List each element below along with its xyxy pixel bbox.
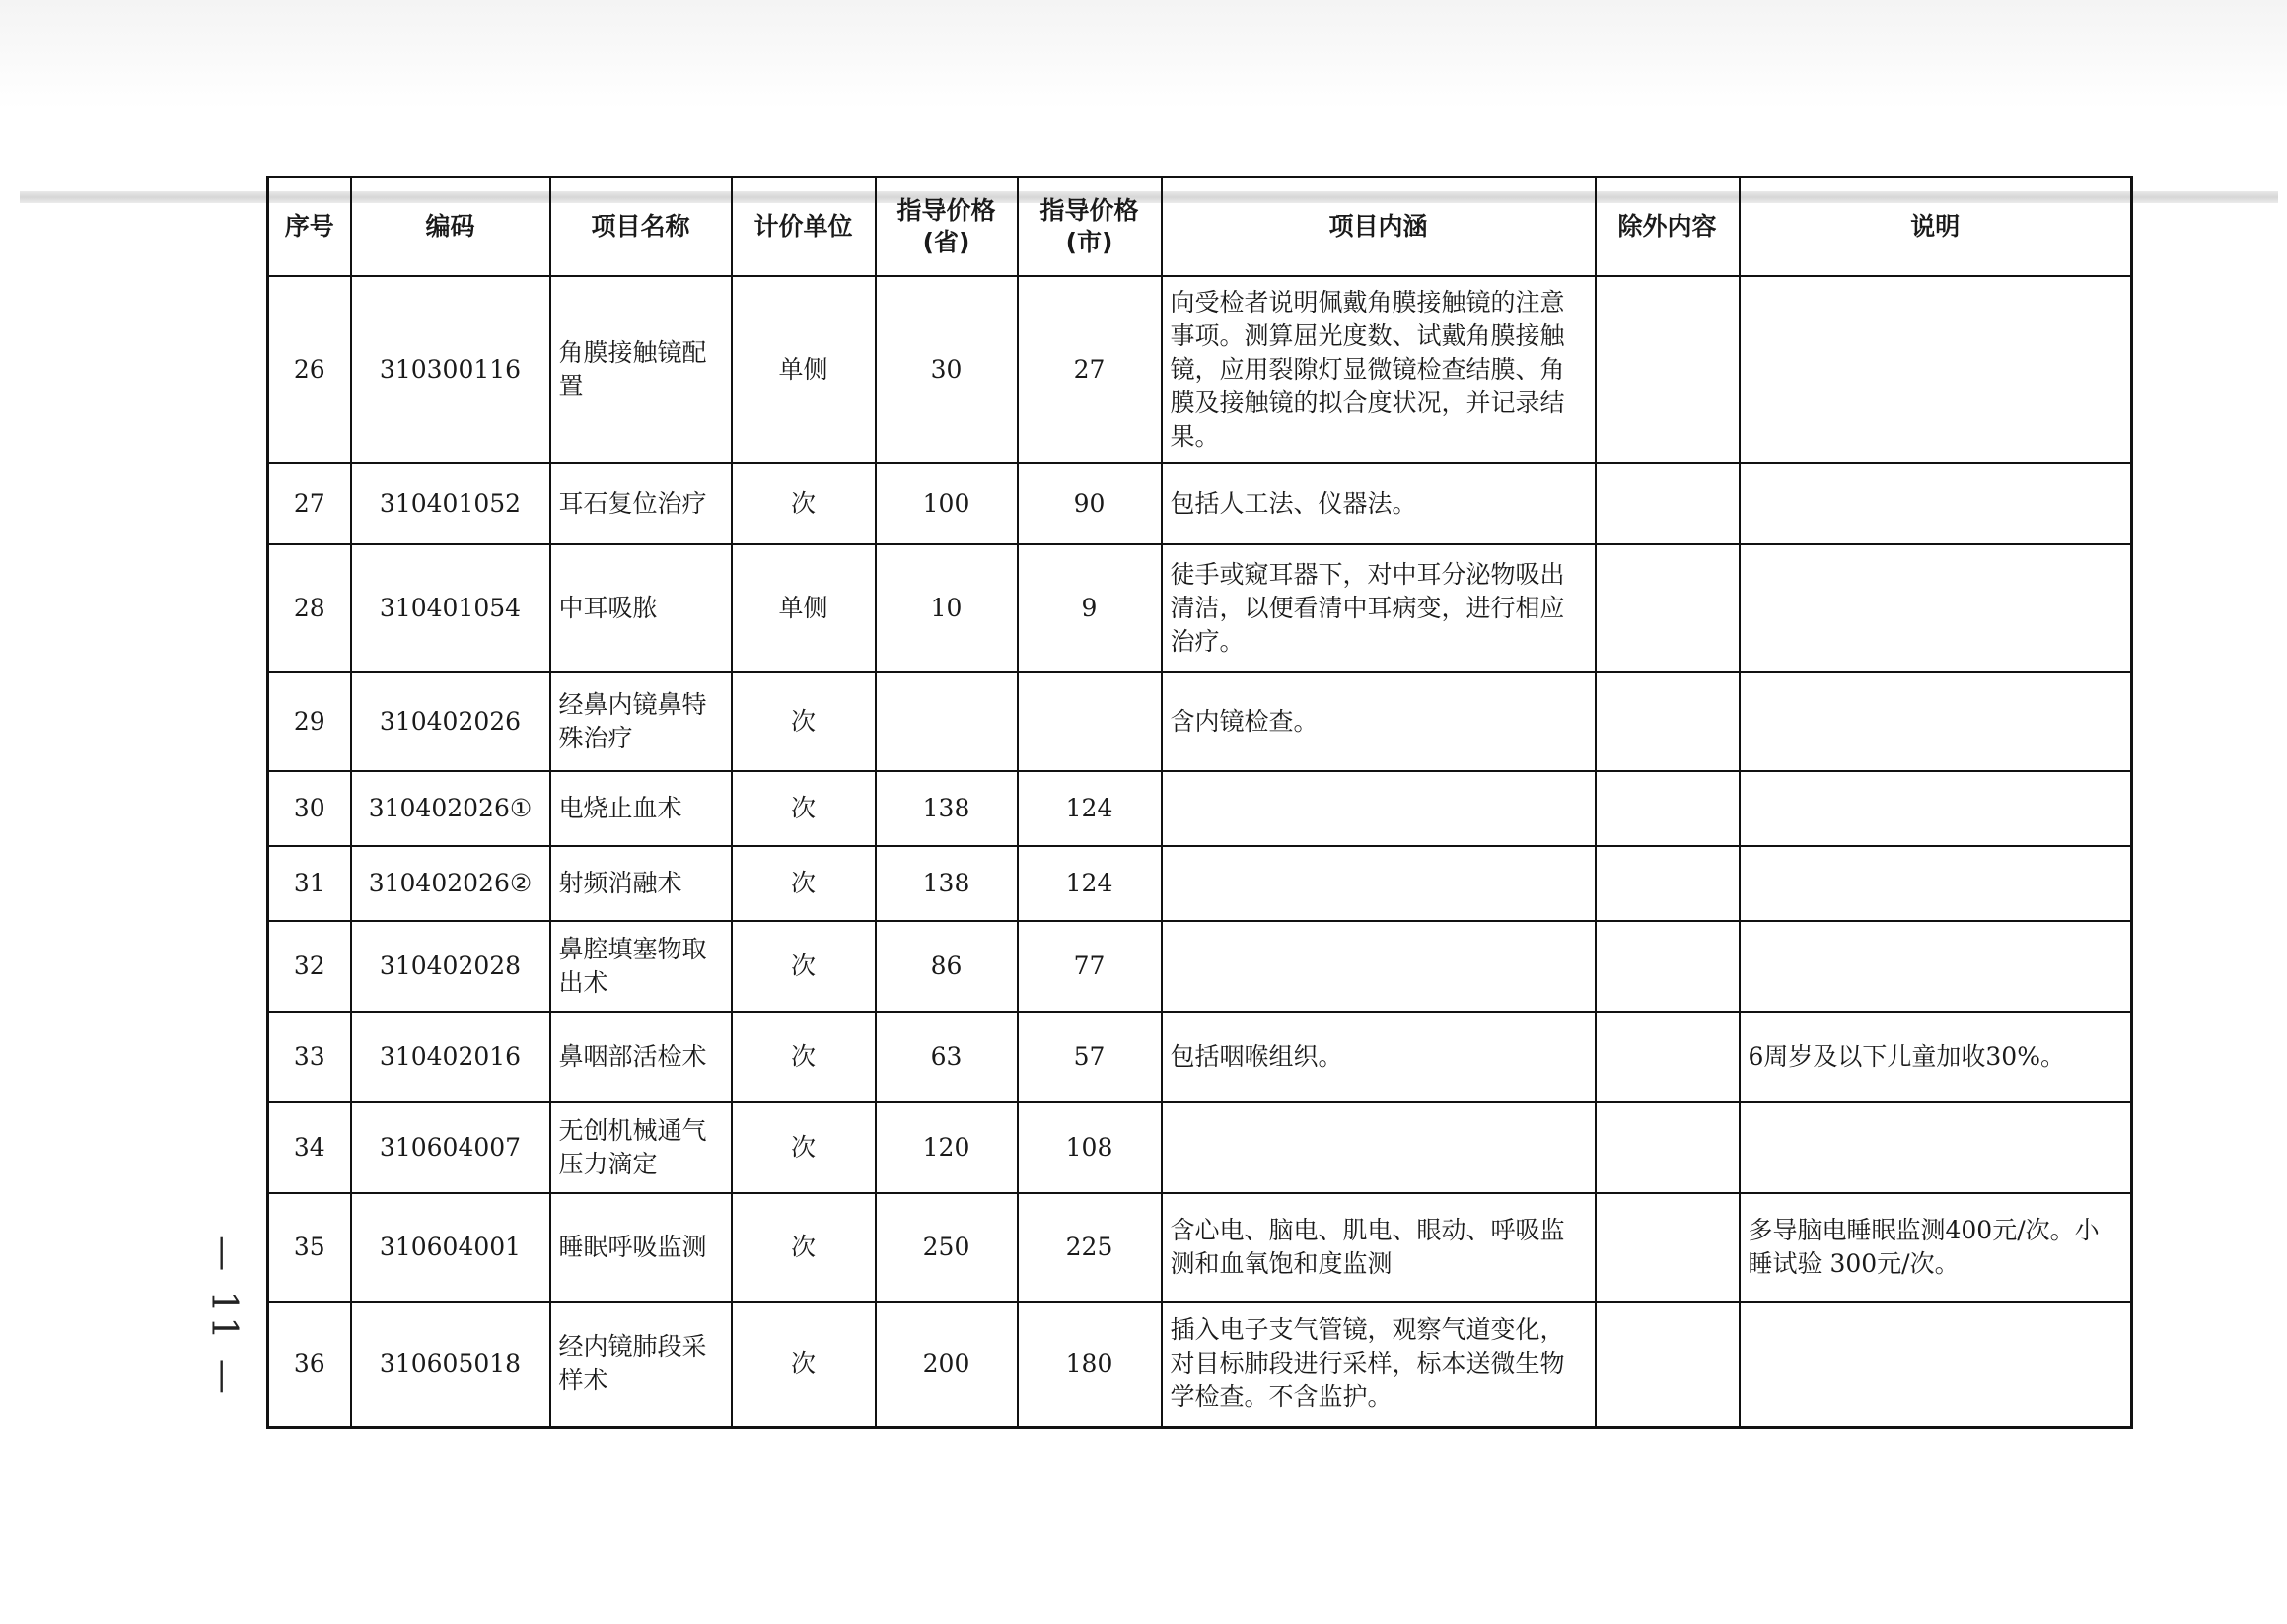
- table-row: [268, 1102, 2132, 1193]
- cell-name: 经内镜肺段采样术: [550, 1302, 732, 1428]
- cell-name: 耳石复位治疗: [550, 463, 732, 544]
- cell-seq: 29: [268, 672, 351, 771]
- cell-unit: 单侧: [732, 544, 876, 672]
- cell-name: 鼻咽部活检术: [550, 1012, 732, 1102]
- cell-excluded: [1596, 846, 1740, 921]
- cell-notes: [1740, 544, 2132, 672]
- cell-notes: 6周岁及以下儿童加收30%。: [1740, 1012, 2132, 1102]
- cell-content: 含内镜检查。: [1162, 672, 1596, 771]
- header-price-city: [1018, 177, 1162, 276]
- header-name: 项目名称: [550, 177, 732, 276]
- cell-excluded: [1596, 672, 1740, 771]
- cell-seq: 30: [268, 771, 351, 846]
- header-price-city-line2: (市): [1065, 227, 1113, 256]
- cell-excluded: [1596, 544, 1740, 672]
- cell-excluded: [1596, 921, 1740, 1012]
- cell-excluded: [1596, 771, 1740, 846]
- cell-excluded: [1596, 276, 1740, 463]
- cell-name: 角膜接触镜配置: [550, 276, 732, 463]
- header-price-province: [876, 177, 1018, 276]
- cell-price-province: 100: [876, 463, 1018, 544]
- cell-notes: [1740, 1102, 2132, 1193]
- price-table: [266, 176, 2133, 1429]
- header-excluded: 除外内容: [1596, 177, 1740, 276]
- cell-price-city: 27: [1018, 276, 1162, 463]
- cell-code: 310402016: [351, 1012, 550, 1102]
- table-row: [268, 1193, 2132, 1302]
- cell-seq: 35: [268, 1193, 351, 1302]
- cell-code: 310402028: [351, 921, 550, 1012]
- cell-price-city: [1018, 672, 1162, 771]
- cell-content: 包括咽喉组织。: [1162, 1012, 1596, 1102]
- cell-name: 电烧止血术: [550, 771, 732, 846]
- cell-notes: [1740, 1302, 2132, 1428]
- cell-code: 310401052: [351, 463, 550, 544]
- cell-seq: 28: [268, 544, 351, 672]
- cell-code: 310605018: [351, 1302, 550, 1428]
- table-row: [268, 672, 2132, 771]
- cell-unit: 次: [732, 1012, 876, 1102]
- cell-content: [1162, 771, 1596, 846]
- header-price-city-line1: 指导价格: [1039, 195, 1139, 225]
- cell-price-province: 138: [876, 771, 1018, 846]
- cell-notes: [1740, 276, 2132, 463]
- scan-shadow-top: [0, 0, 2287, 108]
- cell-price-province: 138: [876, 846, 1018, 921]
- cell-content: [1162, 1102, 1596, 1193]
- header-notes: 说明: [1740, 177, 2132, 276]
- cell-unit: 次: [732, 1302, 876, 1428]
- cell-excluded: [1596, 1193, 1740, 1302]
- page-number-text: — 11 —: [202, 1235, 244, 1398]
- cell-price-city: 9: [1018, 544, 1162, 672]
- cell-seq: 34: [268, 1102, 351, 1193]
- table-row: [268, 846, 2132, 921]
- cell-name: 睡眠呼吸监测: [550, 1193, 732, 1302]
- cell-price-province: 10: [876, 544, 1018, 672]
- cell-price-city: 77: [1018, 921, 1162, 1012]
- cell-price-city: 124: [1018, 846, 1162, 921]
- cell-excluded: [1596, 1302, 1740, 1428]
- cell-excluded: [1596, 463, 1740, 544]
- cell-excluded: [1596, 1012, 1740, 1102]
- cell-price-province: 120: [876, 1102, 1018, 1193]
- cell-price-province: 63: [876, 1012, 1018, 1102]
- cell-price-city: 108: [1018, 1102, 1162, 1193]
- cell-seq: 36: [268, 1302, 351, 1428]
- table-row: [268, 276, 2132, 463]
- cell-notes: [1740, 771, 2132, 846]
- cell-content: 向受检者说明佩戴角膜接触镜的注意事项。测算屈光度数、试戴角膜接触镜，应用裂隙灯显微镜检查结膜、角膜及接触镜的拟合度状况，并记录结果。: [1162, 276, 1596, 463]
- page-number: [193, 1223, 252, 1410]
- cell-notes: [1740, 672, 2132, 771]
- cell-seq: 33: [268, 1012, 351, 1102]
- cell-name: 中耳吸脓: [550, 544, 732, 672]
- cell-content: 含心电、脑电、肌电、眼动、呼吸监测和血氧饱和度监测: [1162, 1193, 1596, 1302]
- table-row: [268, 1012, 2132, 1102]
- cell-code: 310402026: [351, 672, 550, 771]
- cell-content: [1162, 846, 1596, 921]
- cell-notes: [1740, 463, 2132, 544]
- cell-seq: 31: [268, 846, 351, 921]
- cell-content: 插入电子支气管镜，观察气道变化，对目标肺段进行采样，标本送微生物学检查。不含监护。: [1162, 1302, 1596, 1428]
- cell-code: 310300116: [351, 276, 550, 463]
- cell-unit: 次: [732, 921, 876, 1012]
- cell-notes: 多导脑电睡眠监测400元/次。小睡试验 300元/次。: [1740, 1193, 2132, 1302]
- cell-content: [1162, 921, 1596, 1012]
- cell-price-city: 225: [1018, 1193, 1162, 1302]
- cell-unit: 次: [732, 463, 876, 544]
- cell-notes: [1740, 846, 2132, 921]
- cell-unit: 次: [732, 771, 876, 846]
- cell-name: 无创机械通气压力滴定: [550, 1102, 732, 1193]
- cell-code: 310604007: [351, 1102, 550, 1193]
- header-price-province-line1: 指导价格: [896, 195, 996, 225]
- cell-price-province: 200: [876, 1302, 1018, 1428]
- cell-name: 射频消融术: [550, 846, 732, 921]
- cell-price-province: 86: [876, 921, 1018, 1012]
- cell-price-city: 180: [1018, 1302, 1162, 1428]
- cell-price-province: [876, 672, 1018, 771]
- cell-price-city: 90: [1018, 463, 1162, 544]
- header-unit: 计价单位: [732, 177, 876, 276]
- cell-code: 310401054: [351, 544, 550, 672]
- cell-code: 310402026①: [351, 771, 550, 846]
- cell-price-province: 250: [876, 1193, 1018, 1302]
- header-price-province-line2: (省): [922, 227, 970, 256]
- cell-unit: 次: [732, 672, 876, 771]
- cell-price-province: 30: [876, 276, 1018, 463]
- table-row: [268, 463, 2132, 544]
- cell-price-city: 57: [1018, 1012, 1162, 1102]
- header-row: [268, 177, 2132, 276]
- cell-seq: 26: [268, 276, 351, 463]
- cell-code: 310604001: [351, 1193, 550, 1302]
- cell-price-city: 124: [1018, 771, 1162, 846]
- table-row: [268, 921, 2132, 1012]
- cell-notes: [1740, 921, 2132, 1012]
- cell-content: 包括人工法、仪器法。: [1162, 463, 1596, 544]
- header-content: 项目内涵: [1162, 177, 1596, 276]
- cell-code: 310402026②: [351, 846, 550, 921]
- cell-unit: 单侧: [732, 276, 876, 463]
- table-row: [268, 1302, 2132, 1428]
- cell-name: 经鼻内镜鼻特殊治疗: [550, 672, 732, 771]
- header-seq: 序号: [268, 177, 351, 276]
- header-code: 编码: [351, 177, 550, 276]
- table-row: [268, 544, 2132, 672]
- cell-content: 徒手或窥耳器下，对中耳分泌物吸出清洁，以便看清中耳病变，进行相应治疗。: [1162, 544, 1596, 672]
- cell-unit: 次: [732, 1193, 876, 1302]
- cell-unit: 次: [732, 846, 876, 921]
- cell-excluded: [1596, 1102, 1740, 1193]
- table-row: [268, 771, 2132, 846]
- cell-seq: 32: [268, 921, 351, 1012]
- cell-seq: 27: [268, 463, 351, 544]
- cell-unit: 次: [732, 1102, 876, 1193]
- cell-name: 鼻腔填塞物取出术: [550, 921, 732, 1012]
